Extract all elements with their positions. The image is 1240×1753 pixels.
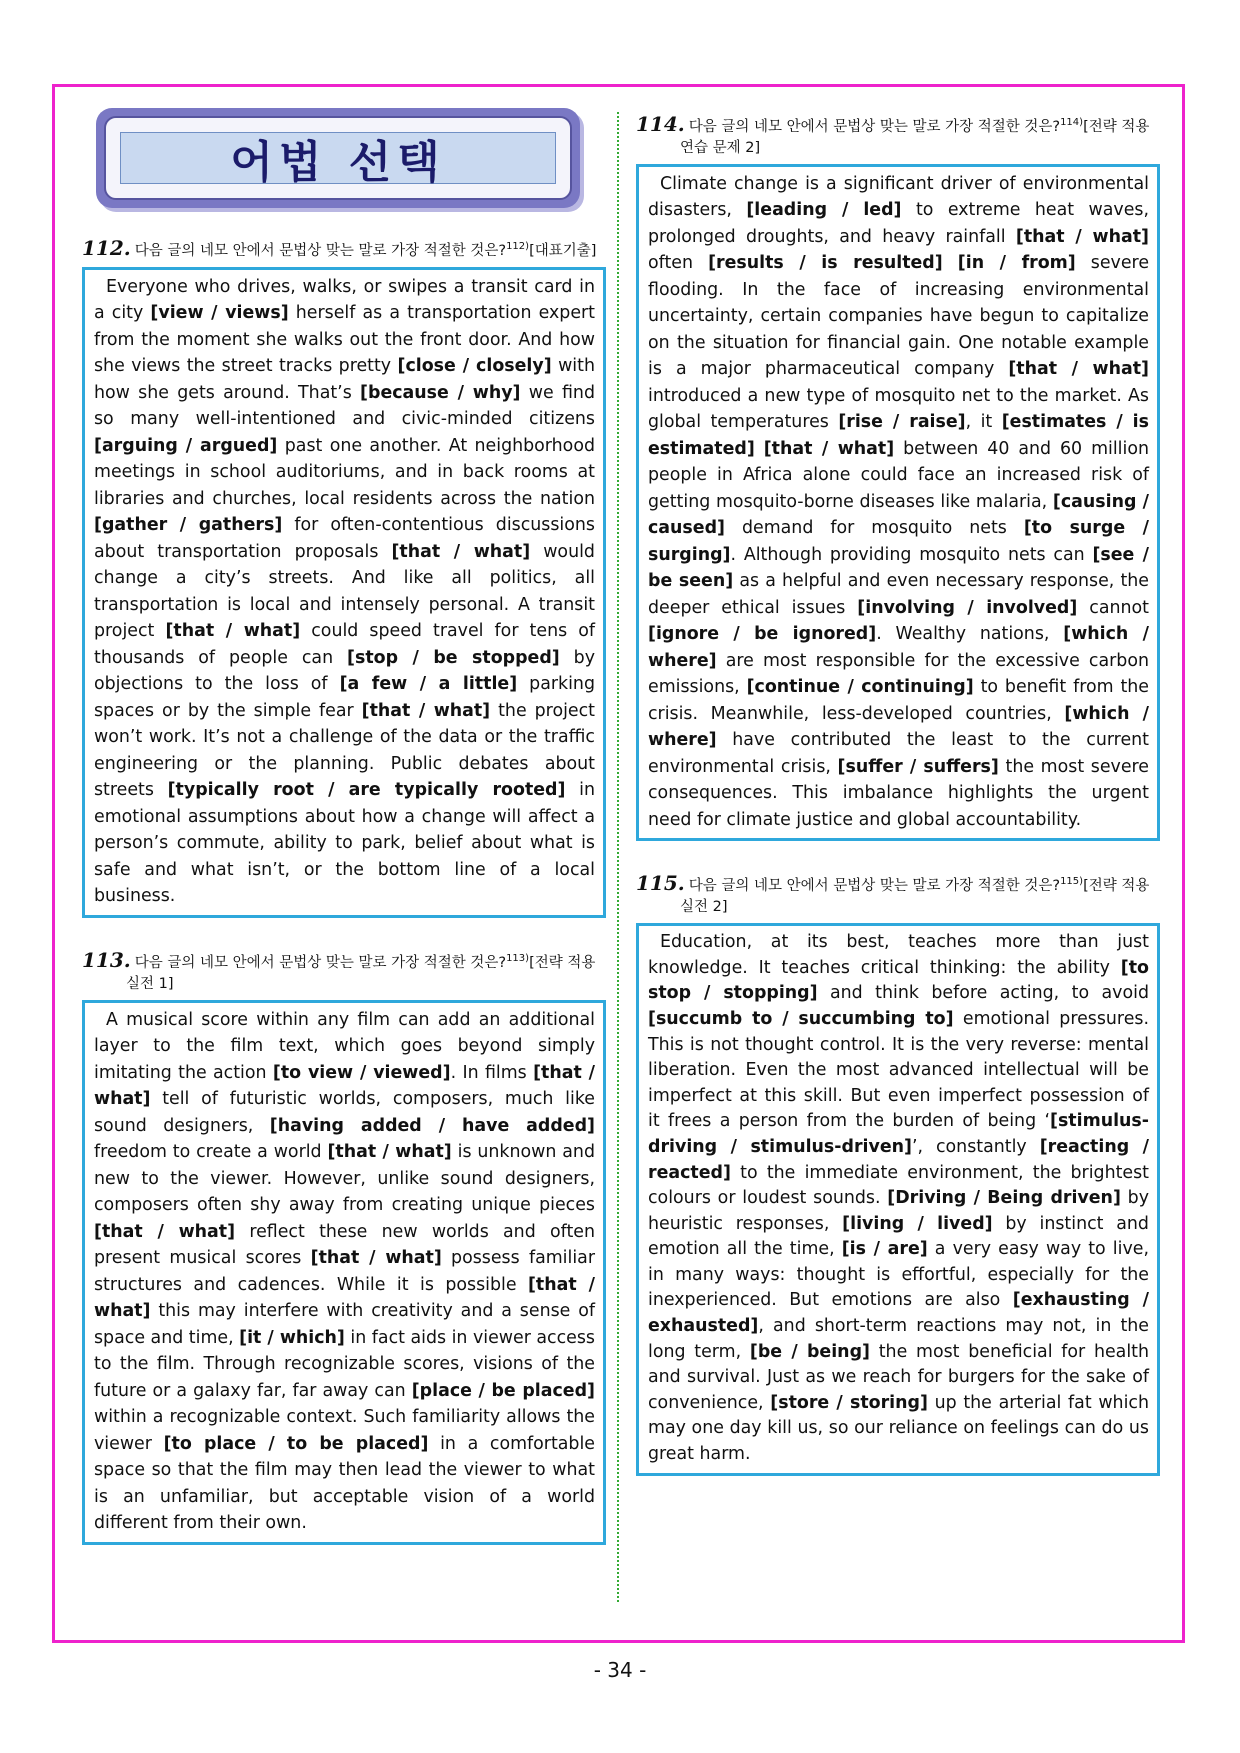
question-source: [전략 적용 실전 1] <box>126 954 596 992</box>
grammar-choice: [that / what] <box>763 438 895 459</box>
grammar-choice: [that / what] <box>94 1221 236 1242</box>
grammar-choice: [Driving / Being driven] <box>887 1188 1121 1209</box>
grammar-choice: [see / be seen] <box>648 544 1150 592</box>
passage-segment: Education, at its best, teaches more than just knowledge. It teaches critical thinking: the ability <box>648 932 1149 978</box>
grammar-choice: [that / what] <box>94 1274 595 1322</box>
passage-segment: . Although providing mosquito nets can <box>730 544 1093 565</box>
footnote-ref: 112) <box>506 241 530 252</box>
grammar-choice: [in / from] <box>957 253 1076 274</box>
grammar-choice: [to surge / surging] <box>648 518 1149 565</box>
question-header <box>82 236 606 262</box>
passage-segment: the most beneficial for health and survival. Just as we reach for burgers for the sake of convenience, <box>648 1341 1149 1413</box>
grammar-choice: [it / which] <box>239 1327 345 1348</box>
passage-segment: . Wealthy nations, <box>876 624 1064 645</box>
grammar-choice: [place / be placed] <box>411 1380 595 1401</box>
grammar-choice: [that / what] <box>310 1248 442 1269</box>
question-header <box>636 112 1160 159</box>
column-divider <box>617 112 619 1602</box>
passage-text <box>648 171 1149 834</box>
question-source: [전략 적용 연습 문제 2] <box>680 118 1150 156</box>
passage-segment: possess familiar structures and cadences. While it is possible <box>94 1248 595 1295</box>
grammar-choice: [stop / be stopped] <box>347 647 560 668</box>
question-number: 113. <box>82 947 131 972</box>
question-prompt: 다음 글의 네모 안에서 문법상 맞는 말로 가장 적절한 것은? <box>134 954 507 971</box>
passage-segment: could speed travel for tens of thousands of people can <box>94 621 595 668</box>
passage-segment: have contributed the least to the current environmental crisis, <box>648 730 1149 777</box>
passage-segment: Climate change is a significant driver of environmental disasters, <box>648 173 1149 221</box>
question-source: [대표기출] <box>529 242 597 259</box>
passage-segment: between 40 and 60 million people in Africa alone could face an increased risk of getting mosquito-borne diseases like malaria, <box>648 438 1149 512</box>
passage-box <box>636 164 1160 842</box>
passage-segment: in emotional assumptions about how a change will affect a person’s commute, ability to park, belief about what is safe and what isn’t, or the bottom line of a local business. <box>94 780 595 907</box>
grammar-choice: [living / lived] <box>842 1213 993 1234</box>
grammar-choice: [succumb to / succumbing to] <box>648 1008 954 1029</box>
passage-segment: often <box>648 253 709 274</box>
passage-segment: A musical score within any film can add an additional layer to the film text, which goes beyond simply imitating the action <box>94 1009 595 1083</box>
question-114 <box>636 112 1160 841</box>
passage-segment: in fact aids in viewer access to the film. Through recognizable scores, visions of the future or a galaxy far, far away can <box>94 1327 595 1401</box>
passage-segment: with how she gets around. That’s <box>94 356 595 403</box>
question-115 <box>636 871 1160 1475</box>
grammar-choice: [stimulus-driving / stimulus-driven] <box>648 1111 1149 1157</box>
grammar-choice: [that / what] <box>165 621 301 642</box>
passage-segment: emotional pressures. This is not thought control. It is the very reverse: mental liberation. Even the most advanced intellectual will be imperfect at this skill. But even imperfect possession of it frees a person from the burden of being ‘ <box>648 1008 1149 1132</box>
passage-segment: Everyone who drives, walks, or swipes a transit card in a city <box>94 276 595 324</box>
passage-segment: parking spaces or by the simple fear <box>94 674 595 721</box>
passage-segment: to extreme heat waves, prolonged droughts, and heavy rainfall <box>648 200 1150 247</box>
passage-segment: demand for mosquito nets <box>724 518 1024 539</box>
passage-segment: cannot <box>1077 597 1149 618</box>
grammar-choice: [to view / viewed] <box>272 1062 451 1083</box>
passage-segment <box>943 253 958 273</box>
passage-text <box>648 930 1149 1467</box>
passage-segment: by heuristic responses, <box>648 1188 1149 1234</box>
grammar-choice: [that / what] <box>1008 359 1149 380</box>
question-number: 115. <box>636 871 685 896</box>
question-number: 114. <box>636 111 685 136</box>
grammar-choice: [gather / gathers] <box>94 515 283 536</box>
question-source: [전략 적용 실전 2] <box>680 878 1150 916</box>
question-prompt: 다음 글의 네모 안에서 문법상 맞는 말로 가장 적절한 것은? <box>134 242 507 259</box>
grammar-choice: [to stop / stopping] <box>648 957 1149 1004</box>
passage-box <box>82 267 606 918</box>
passage-segment: are most responsible for the excessive carbon emissions, <box>648 650 1149 698</box>
grammar-choice: [close / closely] <box>397 356 552 377</box>
passage-text <box>94 274 595 910</box>
passage-segment: freedom to create a world <box>94 1142 328 1163</box>
passage-segment: to benefit from the crisis. Meanwhile, less-developed countries, <box>648 677 1149 724</box>
question-112 <box>82 236 606 918</box>
grammar-choice: [estimates / is estimated] <box>648 412 1149 459</box>
grammar-choice: [exhausting / exhausted] <box>648 1290 1149 1337</box>
passage-box <box>636 923 1160 1475</box>
grammar-choice: [rise / raise] <box>838 412 966 433</box>
passage-segment: within a recognizable context. Such familiarity allows the viewer <box>94 1407 595 1454</box>
passage-segment: the project won’t work. It’s not a challenge of the data or the traffic engineering or the planning. Public debates about streets <box>94 700 595 801</box>
footnote-ref: 114) <box>1060 117 1084 128</box>
passage-segment: a very easy way to live, in many ways: thought is effortful, especially for the inexperienced. But emotions are also <box>648 1239 1149 1311</box>
passage-segment: ’, constantly <box>911 1136 1040 1157</box>
grammar-choice: [be / being] <box>749 1341 870 1362</box>
grammar-choice: [that / what] <box>1015 226 1149 247</box>
grammar-choice: [to place / to be placed] <box>163 1433 429 1454</box>
grammar-choice: [causing / caused] <box>648 491 1150 539</box>
passage-segment: to the immediate environment, the brightest colours or loudest sounds. <box>648 1162 1149 1209</box>
grammar-choice: [is / are] <box>841 1239 928 1260</box>
passage-segment: past one another. At neighborhood meetings in school auditoriums, and in back rooms at libraries and churches, local residents across the nation <box>94 435 595 509</box>
grammar-choice: [which / where] <box>648 703 1149 751</box>
passage-segment: up the arterial fat which may one day kill us, so our reliance on feelings can do us great harm. <box>648 1392 1149 1465</box>
left-column <box>82 108 606 1545</box>
grammar-choice: [ignore / be ignored] <box>648 624 877 645</box>
grammar-choice: [that / what] <box>391 541 531 562</box>
passage-segment: the most severe consequences. This imbalance highlights the urgent need for climate justice and global accountability. <box>648 756 1149 830</box>
grammar-choice: [typically root / are typically rooted] <box>167 780 566 801</box>
passage-segment: is unknown and new to the viewer. However, unlike sound designers, composers often shy away from creating unique pieces <box>94 1142 595 1216</box>
passage-segment: , it <box>965 412 1002 433</box>
passage-box <box>82 1000 606 1545</box>
grammar-choice: [having added / have added] <box>269 1115 595 1136</box>
passage-segment: this may interfere with creativity and a sense of space and time, <box>94 1301 595 1348</box>
footnote-ref: 115) <box>1060 876 1084 888</box>
grammar-choice: [that / what] <box>94 1062 595 1110</box>
passage-segment: as a helpful and even necessary response, the deeper ethical issues <box>648 571 1149 618</box>
passage-segment: for often-contentious discussions about transportation proposals <box>94 515 595 562</box>
page-number: - 34 - <box>593 1658 647 1682</box>
grammar-choice: [a few / a little] <box>339 674 518 695</box>
question-prompt: 다음 글의 네모 안에서 문법상 맞는 말로 가장 적절한 것은? <box>688 878 1061 895</box>
passage-segment: severe flooding. In the face of increasing environmental uncertainty, certain companies have begun to capitalize on the situation for financial gain. One notable example is a major pharmaceutical company <box>648 253 1150 380</box>
passage-segment: we find so many well-intentioned and civic-minded citizens <box>94 382 595 430</box>
question-number: 112. <box>82 235 131 260</box>
question-113 <box>82 948 606 1545</box>
passage-segment: in a comfortable space so that the film may then lead the viewer to what is an unfamiliar, but acceptable vision of a world different from their own. <box>94 1433 595 1534</box>
passage-segment: and think before acting, to avoid <box>817 983 1149 1004</box>
grammar-choice: [view / views] <box>150 303 289 324</box>
passage-segment: introduced a new type of mosquito net to the market. As global temperatures <box>648 385 1149 433</box>
grammar-choice: [because / why] <box>360 382 521 403</box>
passage-segment: reflect these new worlds and often present musical scores <box>94 1221 595 1269</box>
grammar-choice: [that / what] <box>361 700 491 721</box>
grammar-choice: [reacting / reacted] <box>648 1136 1150 1183</box>
question-prompt: 다음 글의 네모 안에서 문법상 맞는 말로 가장 적절한 것은? <box>688 118 1061 135</box>
passage-segment: , and short-term reactions may not, in the long term, <box>648 1316 1149 1362</box>
grammar-choice: [that / what] <box>327 1142 452 1163</box>
grammar-choice: [continue / continuing] <box>746 677 974 698</box>
grammar-choice: [which / where] <box>648 624 1149 671</box>
grammar-choice: [leading / led] <box>746 200 902 221</box>
grammar-choice: [involving / involved] <box>857 597 1078 618</box>
grammar-choice: [arguing / argued] <box>94 435 278 456</box>
right-column <box>636 112 1160 1476</box>
section-title: 어법 선택 <box>230 137 446 188</box>
grammar-choice: [store / storing] <box>770 1392 928 1413</box>
passage-segment: by objections to the loss of <box>94 647 596 695</box>
question-header <box>82 948 606 995</box>
passage-segment: by instinct and emotion all the time, <box>648 1213 1149 1260</box>
section-banner <box>96 108 580 208</box>
question-header <box>636 871 1160 918</box>
grammar-choice: [results / is resulted] <box>708 253 943 274</box>
passage-segment: herself as a transportation expert from the moment she walks out the front door. And how she views the street tracks pretty <box>94 303 595 377</box>
passage-segment: would change a city’s streets. And like all politics, all transportation is local and intensely personal. A transit project <box>94 541 595 642</box>
footnote-ref: 113) <box>506 952 530 964</box>
passage-text <box>94 1007 595 1537</box>
grammar-choice: [suffer / suffers] <box>837 756 999 777</box>
passage-segment: . In films <box>450 1062 534 1083</box>
passage-segment: tell of futuristic worlds, composers, much like sound designers, <box>94 1089 595 1136</box>
passage-segment <box>755 439 764 459</box>
